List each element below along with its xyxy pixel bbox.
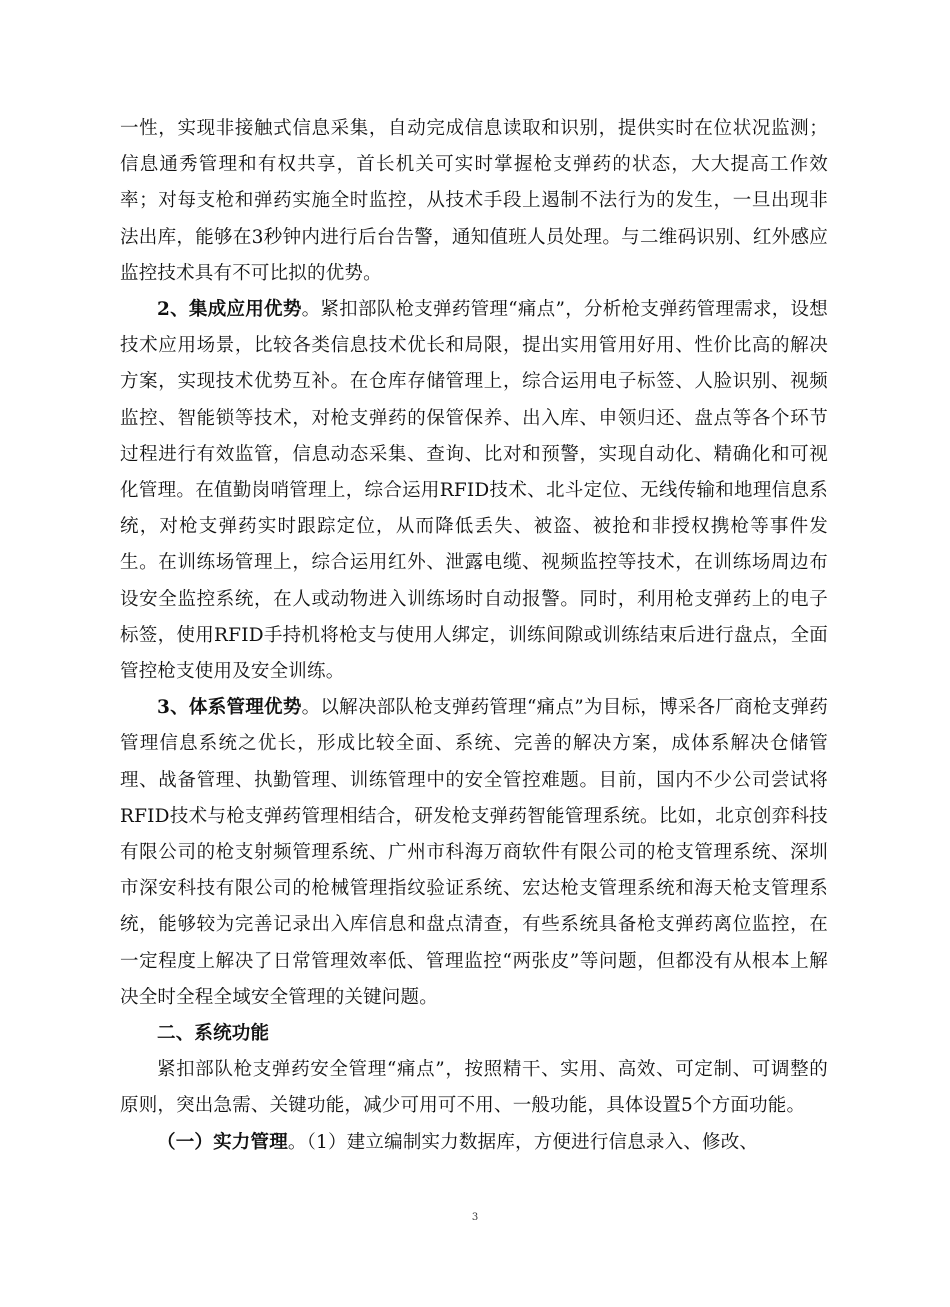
paragraph-integration-advantage: [120, 292, 828, 690]
paragraph-text: 。紧扣部队枪支弹药管理“痛点”，分析枪支弹药管理需求，设想技术应用场景，比较各类信息技术优长和局限，提出实用管用好用、性价比高的解决方案，实现技术优势互补。在仓库存储管理上，综合运用电子标签、人脸识别、视频监控、智能锁等技术，对枪支弹药的保管保养、出入库、申领归还、盘点等各个环节过程进行有效监管，信息动态采集、查询、比对和预警，实现自动化、精确化和可视化管理。在值勤岗哨管理上，综合运用RFID技术、北斗定位、无线传输和地理信息系统，对枪支弹药实时跟踪定位，从而降低丢失、被盗、被抢和非授权携枪等事件发生。在训练场管理上，综合运用红外、泄露电缆、视频监控等技术，在训练场周边布设安全监控系统，在人或动物进入训练场时自动报警。同时，利用枪支弹药上的电子标签，使用RFID手持机将枪支与使用人绑定，训练间隙或训练结束后进行盘点，全面管控枪支使用及安全训练。: [120, 299, 829, 683]
inline-heading: （一）实力管理: [157, 1131, 288, 1153]
section-title: 二、系统功能: [157, 1023, 270, 1045]
page-number: 3: [471, 1212, 479, 1223]
paragraph-strength-management: [120, 1125, 828, 1161]
paragraph-continuation: [120, 111, 828, 292]
paragraph-text: 紧扣部队枪支弹药安全管理“痛点”，按照精干、实用、高效、可定制、可调整的原则，突出急需、关键功能，减少可用可不用、一般功能，具体设置5个方面功能。: [120, 1059, 828, 1117]
document-body: [120, 111, 828, 1161]
paragraph-text: 。（1）建立编制实力数据库，方便进行信息录入、修改、: [287, 1131, 759, 1153]
paragraph-system-advantage: [120, 690, 828, 1016]
inline-heading: 2、集成应用优势: [157, 299, 302, 321]
paragraph-text: 一性，实现非接触式信息采集，自动完成信息读取和识别，提供实时在位状况监测；信息通秀管理和有权共享，首长机关可实时掌握枪支弹药的状态，大大提高工作效率；对每支枪和弹药实施全时监控，从技术手段上遏制不法行为的发生，一旦出现非法出库，能够在3秒钟内进行后台告警，通知值班人员处理。与二维码识别、红外感应监控技术具有不可比拟的优势。: [120, 118, 828, 284]
paragraph-text: 。以解决部队枪支弹药管理“痛点”为目标，博采各厂商枪支弹药管理信息系统之优长，形成比较全面、系统、完善的解决方案，成体系解决仓储管理、战备管理、执勤管理、训练管理中的安全管控难题。目前，国内不少公司尝试将RFID技术与枪支弹药管理相结合，研发枪支弹药智能管理系统。比如，北京创弈科技有限公司的枪支射频管理系统、广州市科海万商软件有限公司的枪支管理系统、深圳市深安科技有限公司的枪械管理指纹验证系统、宏达枪支管理系统和海天枪支管理系统，能够较为完善记录出入库信息和盘点清查，有些系统具备枪支弹药离位监控，在一定程度上解决了日常管理效率低、管理监控“两张皮”等问题，但都没有从根本上解决全时全程全域安全管理的关键问题。: [120, 697, 829, 1008]
paragraph-function-intro: [120, 1052, 828, 1124]
inline-heading: 3、体系管理优势: [157, 697, 302, 719]
